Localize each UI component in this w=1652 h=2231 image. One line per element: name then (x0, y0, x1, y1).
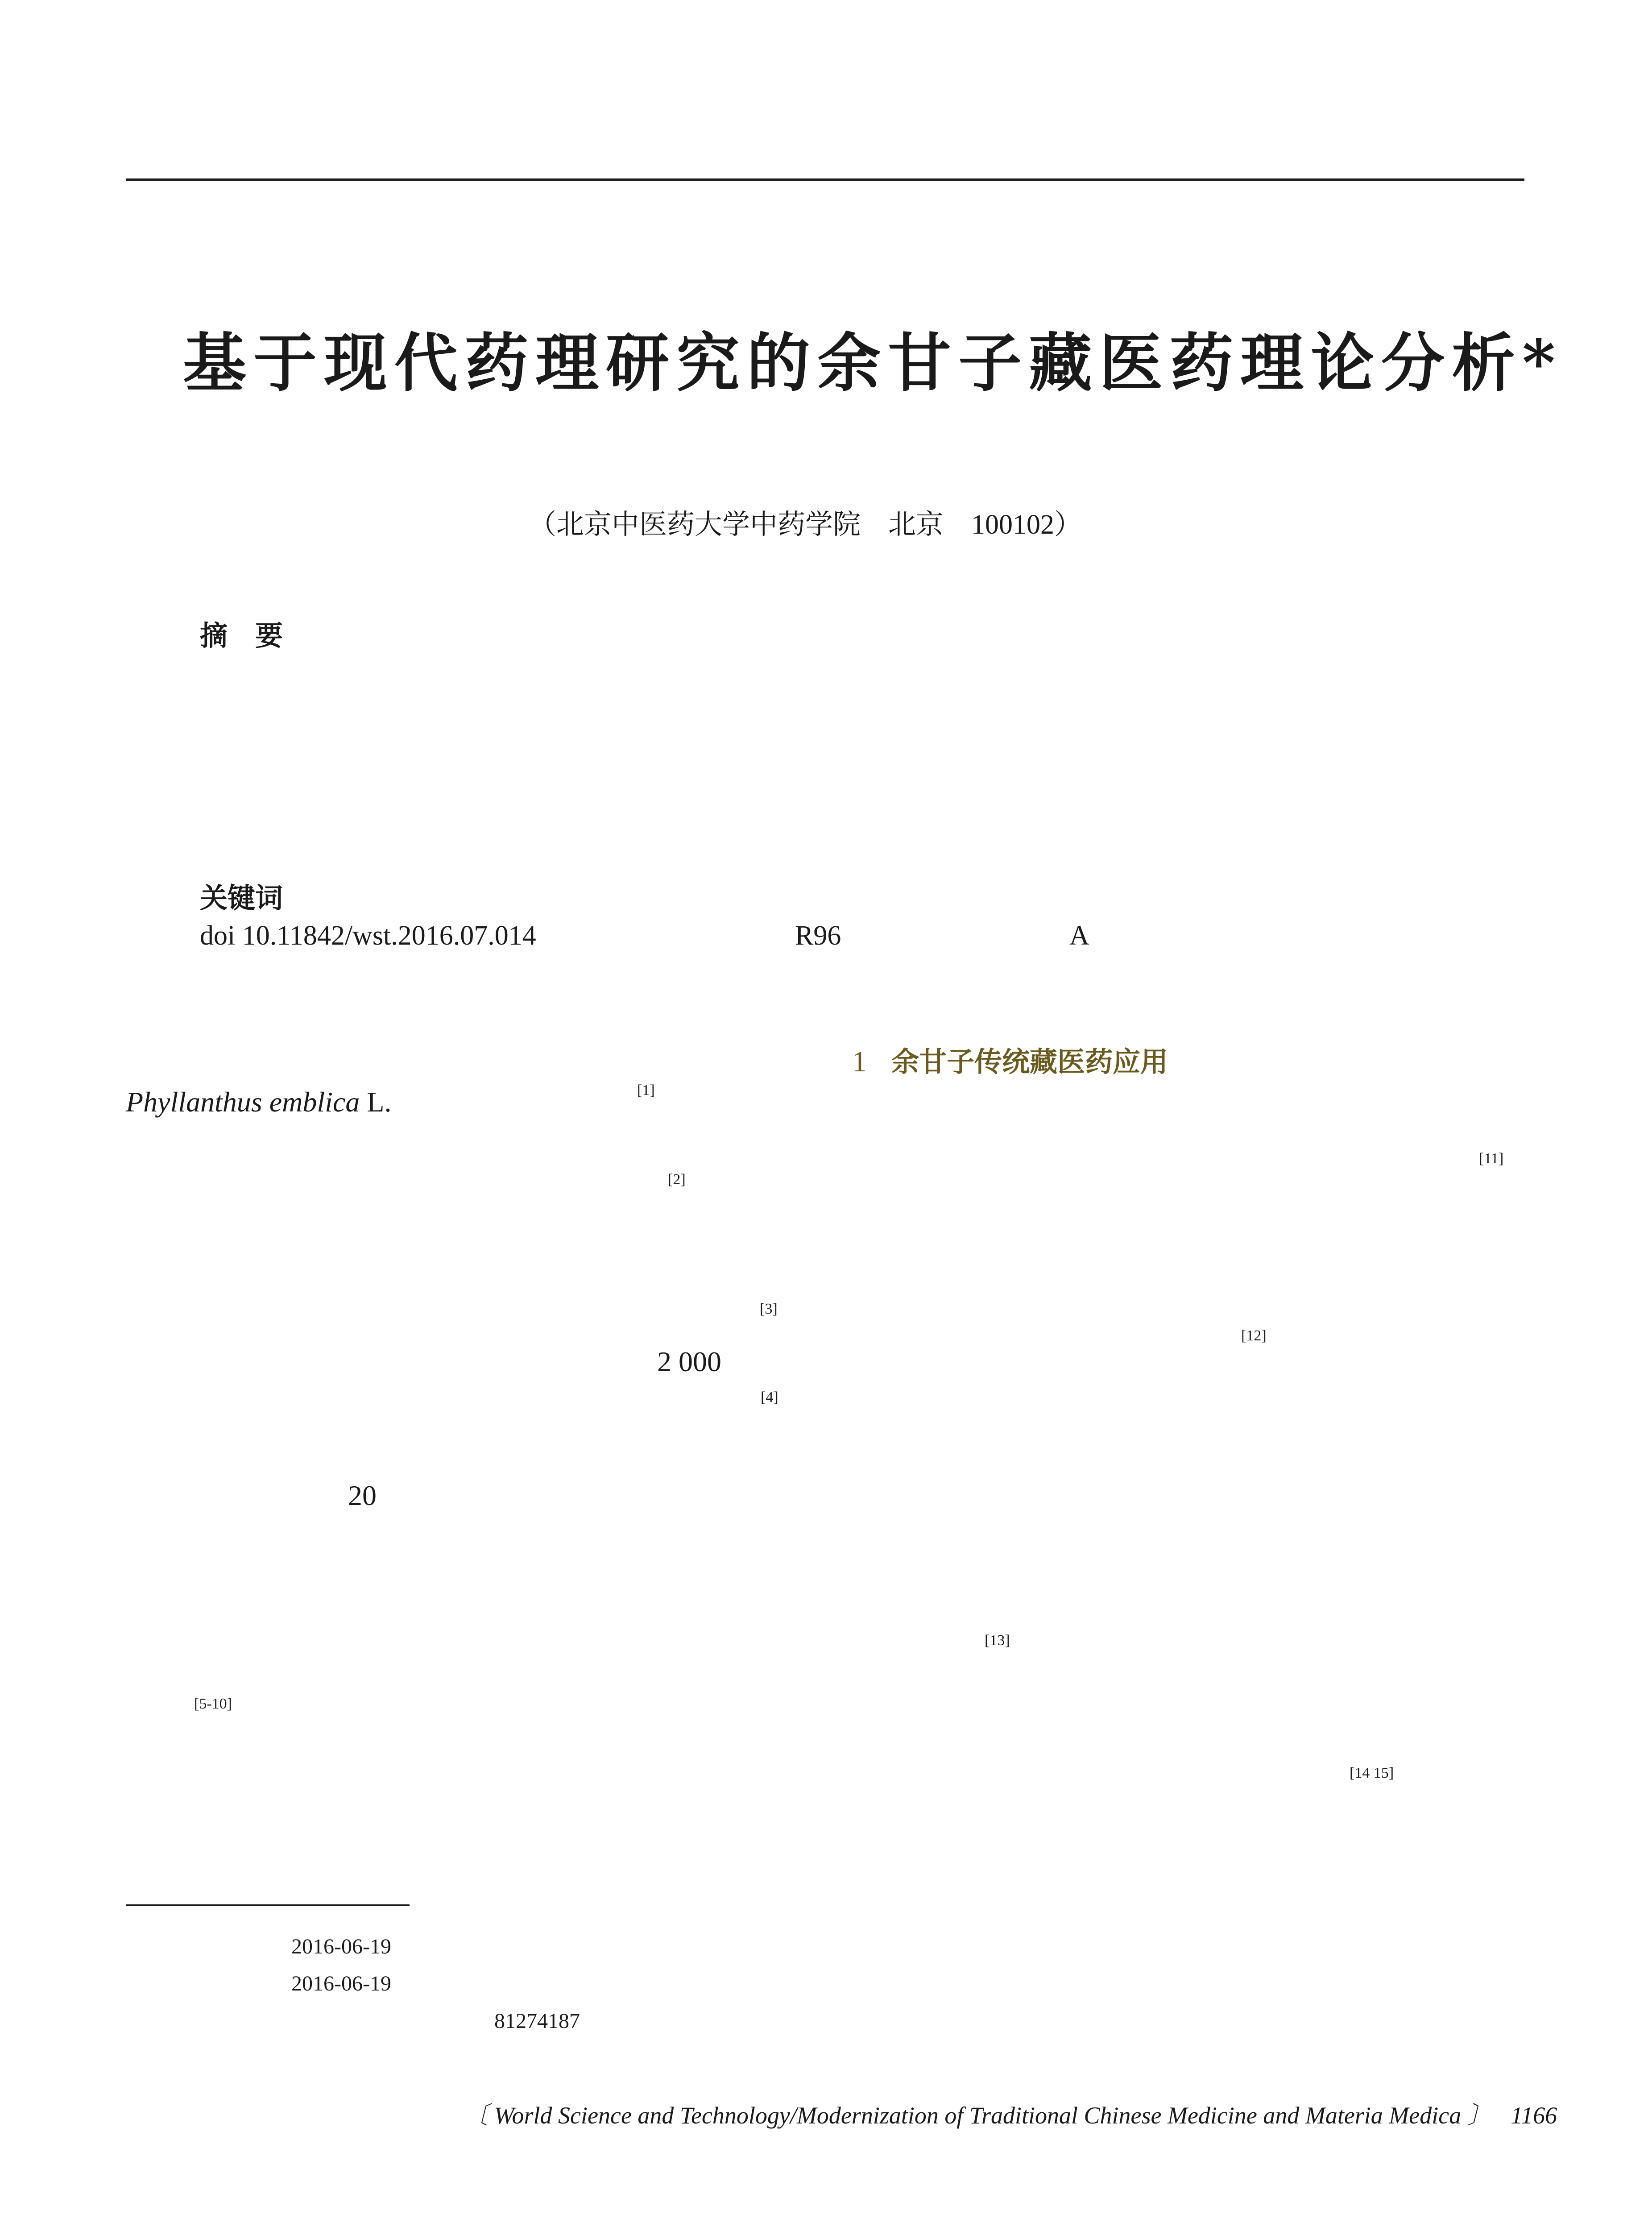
footnote-rule (126, 1904, 410, 1906)
citation-3: [3] (760, 1301, 778, 1317)
species-author: L. (367, 1086, 392, 1118)
citation-14-15: [14 15] (1350, 1765, 1394, 1781)
section-1-number: 1 (852, 1045, 867, 1078)
number-2000: 2 000 (657, 1346, 721, 1377)
number-20: 20 (348, 1480, 377, 1511)
abstract-label: 摘 要 (200, 619, 283, 652)
species-latin: Phyllanthus emblica (126, 1086, 360, 1118)
page-number: 1166 (1511, 2102, 1557, 2129)
revised-date: 2016-06-19 (291, 1972, 391, 1995)
citation-12: [12] (1241, 1327, 1267, 1344)
section-1-heading (852, 1040, 1168, 1079)
citation-4: [4] (761, 1389, 778, 1406)
doi: doi 10.11842/wst.2016.07.014 (200, 921, 536, 951)
received-date: 2016-06-19 (291, 1935, 391, 1958)
citation-5-10: [5-10] (194, 1696, 232, 1712)
clc-number: R96 (795, 921, 841, 951)
journal-name: 〔 World Science and Technology/Modernization of Traditional Chinese Medicine and Materia Medica 〕 (464, 2102, 1491, 2129)
section-1-title: 余甘子传统藏医药应用 (891, 1045, 1168, 1078)
header-rule (126, 178, 1524, 181)
citation-2: [2] (668, 1171, 686, 1188)
journal-footer (464, 2096, 1557, 2131)
species-name (126, 1086, 391, 1119)
affiliation: （北京中医药大学中药学院 北京 100102） (529, 510, 1082, 540)
fund-number: 81274187 (494, 2009, 580, 2033)
citation-11: [11] (1479, 1150, 1504, 1167)
citation-13: [13] (985, 1632, 1010, 1649)
keywords-label: 关键词 (200, 882, 283, 914)
document-code: A (1069, 921, 1089, 951)
citation-1: [1] (637, 1082, 655, 1099)
paper-title: 基于现代药理研究的余甘子藏医药理论分析* (183, 326, 1563, 400)
